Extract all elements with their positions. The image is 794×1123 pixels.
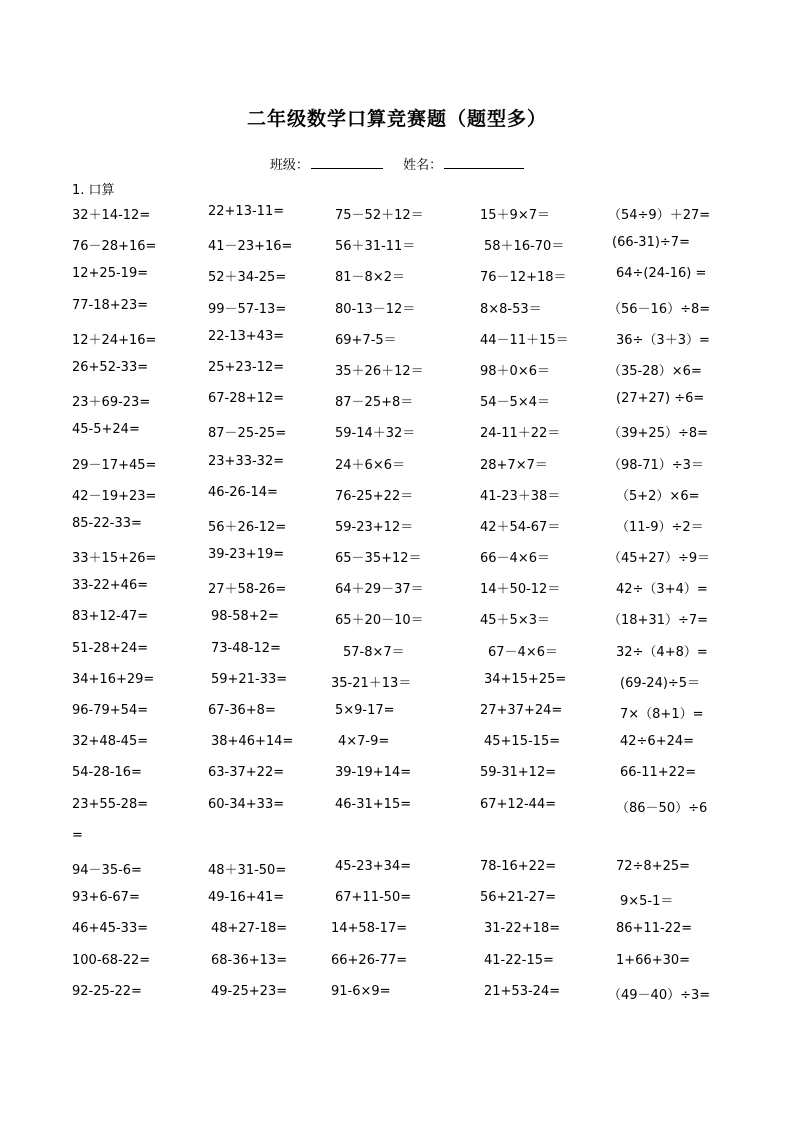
arithmetic-problem: 46-31+15= [335, 796, 412, 812]
arithmetic-problem: （86－50）÷6 [616, 800, 708, 816]
arithmetic-problem: 24＋6×6＝ [335, 457, 405, 473]
arithmetic-problem: 23+55-28= [72, 796, 149, 812]
arithmetic-problem: 45-5+24= [72, 422, 140, 438]
arithmetic-problem: 59-31+12= [480, 765, 557, 781]
arithmetic-problem: 72÷8+25= [616, 858, 691, 874]
arithmetic-problem: 77-18+23= [72, 297, 149, 313]
arithmetic-problem: 22+13-11= [208, 204, 285, 219]
arithmetic-problem: 68-36+13= [211, 952, 288, 968]
problem-row [72, 949, 732, 980]
section-label: 1. 口算 [72, 183, 115, 198]
arithmetic-problem: 93+6-67= [72, 890, 140, 906]
arithmetic-problem: （49－40）÷3= [608, 987, 711, 1003]
arithmetic-problem: 75－52＋12＝ [335, 208, 424, 223]
arithmetic-problem: 27＋58-26= [208, 582, 287, 598]
wrapped-equals: = [72, 827, 83, 843]
arithmetic-problem: 27+37+24= [480, 703, 563, 718]
arithmetic-problem: 42÷（3+4）= [616, 582, 708, 598]
arithmetic-problem: 54－5×4＝ [480, 395, 550, 411]
problem-row [72, 917, 732, 948]
arithmetic-problem: 31-22+18= [484, 921, 561, 937]
arithmetic-problem: 48+27-18= [211, 921, 288, 937]
arithmetic-problem: 15＋9×7＝ [480, 208, 550, 223]
arithmetic-problem: （56－16）÷8= [608, 301, 711, 317]
arithmetic-problem: 100-68-22= [72, 952, 151, 968]
arithmetic-problem: （39+25）÷8= [608, 426, 709, 442]
arithmetic-problem: 85-22-33= [72, 515, 142, 531]
arithmetic-problem: 56+21-27= [480, 890, 557, 906]
arithmetic-problem: 38+46+14= [211, 734, 294, 750]
arithmetic-problem: 87－25-25= [208, 426, 287, 442]
arithmetic-problem: 28+7×7＝ [480, 457, 548, 473]
arithmetic-problem: 67-28+12= [208, 391, 285, 407]
arithmetic-problem: 35-21＋13＝ [331, 675, 412, 691]
arithmetic-problem: 76－28+16= [72, 239, 157, 255]
problem-row [72, 543, 732, 574]
arithmetic-problem: 76－12+18＝ [480, 270, 567, 286]
arithmetic-problem: 58＋16-70＝ [484, 239, 565, 255]
arithmetic-problem: 49-16+41= [208, 890, 285, 906]
arithmetic-problem: 14+58-17= [331, 921, 408, 937]
arithmetic-problem: 59-14＋32＝ [335, 426, 416, 442]
arithmetic-problem: 4×7-9= [338, 734, 390, 750]
problem-row [72, 855, 732, 886]
problem-row [72, 605, 732, 636]
arithmetic-problem: 24-11＋22＝ [480, 426, 561, 442]
arithmetic-problem: 45-23+34= [335, 858, 412, 874]
arithmetic-problem: 42＋54-67＝ [480, 519, 561, 535]
arithmetic-problem: 76-25+22＝ [335, 488, 414, 504]
arithmetic-problem: 86+11-22= [616, 921, 693, 937]
arithmetic-problem: 52＋34-25= [208, 270, 287, 286]
arithmetic-problem: 44－11＋15＝ [480, 332, 569, 348]
arithmetic-problem: 33＋15+26= [72, 551, 157, 567]
arithmetic-problem: 12+25-19= [72, 266, 149, 282]
arithmetic-problem: 98-58+2= [211, 609, 279, 625]
arithmetic-problem: 5×9-17= [335, 703, 395, 718]
arithmetic-problem: 12＋24+16= [72, 332, 157, 348]
arithmetic-problem: 73-48-12= [211, 640, 281, 656]
arithmetic-problem: 48＋31-50= [208, 862, 287, 878]
arithmetic-problem: 98＋0×6＝ [480, 363, 550, 379]
arithmetic-problem: 46-26-14= [208, 484, 278, 500]
arithmetic-problem: 65－35+12＝ [335, 551, 422, 567]
arithmetic-problem: 99－57-13= [208, 301, 287, 317]
arithmetic-problem: 67+12-44= [480, 796, 557, 812]
arithmetic-problem: 34+16+29= [72, 671, 155, 687]
problem-row [72, 481, 732, 512]
arithmetic-problem: 67-36+8= [208, 703, 276, 718]
arithmetic-problem: 14＋50-12＝ [480, 582, 561, 598]
problem-row [72, 761, 732, 792]
arithmetic-problem: 33-22+46= [72, 578, 149, 594]
problem-row [72, 450, 732, 481]
arithmetic-problem: 83+12-47= [72, 609, 149, 625]
problem-row [72, 730, 732, 761]
arithmetic-problem: 56＋26-12= [208, 519, 287, 535]
arithmetic-problem: 21+53-24= [484, 983, 561, 999]
problem-grid [72, 200, 732, 1011]
arithmetic-problem: 63-37+22= [208, 765, 285, 781]
arithmetic-problem: 41－23+16= [208, 239, 293, 255]
problem-row [72, 387, 732, 418]
problem-row [72, 793, 732, 824]
problem-row [72, 231, 732, 262]
arithmetic-problem: 32÷（4+8）= [616, 644, 708, 660]
arithmetic-problem: 80-13－12＝ [335, 301, 416, 317]
arithmetic-problem: 34+15+25= [484, 671, 567, 687]
arithmetic-problem: 69+7-5＝ [335, 332, 397, 348]
arithmetic-problem: 54-28-16= [72, 765, 142, 781]
arithmetic-problem: 29－17+45= [72, 457, 157, 473]
arithmetic-problem: 59-23+12＝ [335, 519, 414, 535]
arithmetic-problem: 78-16+22= [480, 858, 557, 874]
arithmetic-problem: （11-9）÷2＝ [616, 519, 704, 535]
arithmetic-problem: 66-11+22= [620, 765, 697, 781]
arithmetic-problem: 94－35-6= [72, 862, 142, 878]
class-blank [311, 155, 383, 169]
arithmetic-problem: 46+45-33= [72, 921, 149, 937]
arithmetic-problem: 45＋5×3＝ [480, 613, 550, 629]
problem-row [72, 294, 732, 325]
arithmetic-problem: （5+2）×6= [616, 488, 700, 504]
problem-row [72, 637, 732, 668]
arithmetic-problem: 96-79+54= [72, 703, 149, 718]
arithmetic-problem: (27+27) ÷6= [616, 391, 705, 407]
arithmetic-problem: 23+33-32= [208, 453, 285, 469]
arithmetic-problem: 7×（8+1）= [620, 707, 704, 722]
arithmetic-problem: （18+31）÷7= [608, 613, 709, 629]
name-blank [444, 155, 524, 169]
arithmetic-problem: (69-24)÷5＝ [620, 675, 701, 691]
arithmetic-problem: 25+23-12= [208, 359, 285, 375]
arithmetic-problem: 51-28+24= [72, 640, 149, 656]
problem-row [72, 356, 732, 387]
class-label: 班级： [269, 158, 309, 173]
arithmetic-problem: 64＋29－37＝ [335, 582, 424, 598]
wrapped-line [72, 824, 732, 855]
arithmetic-problem: 66+26-77= [331, 952, 408, 968]
arithmetic-problem: 41-23＋38＝ [480, 488, 561, 504]
arithmetic-problem: （98-71）÷3＝ [608, 457, 704, 473]
arithmetic-problem: 66－4×6＝ [480, 551, 550, 567]
problem-row [72, 512, 732, 543]
arithmetic-problem: 35＋26＋12＝ [335, 363, 424, 379]
arithmetic-problem: 23＋69-23= [72, 395, 151, 411]
arithmetic-problem: 9×5-1＝ [620, 894, 674, 910]
arithmetic-problem: 87－25+8＝ [335, 395, 414, 411]
problem-row [72, 262, 732, 293]
arithmetic-problem: 65＋20－10＝ [335, 613, 424, 629]
arithmetic-problem: （45+27）÷9＝ [608, 551, 711, 567]
arithmetic-problem: 59+21-33= [211, 671, 288, 687]
problem-row [72, 200, 732, 231]
arithmetic-problem: 36÷（3＋3）= [616, 332, 710, 348]
name-label: 姓名： [403, 158, 443, 173]
arithmetic-problem: 39-19+14= [335, 765, 412, 781]
problem-row [72, 574, 732, 605]
arithmetic-problem: 1+66+30= [616, 952, 691, 968]
arithmetic-problem: 64÷(24-16) = [616, 266, 707, 282]
arithmetic-problem: 39-23+19= [208, 547, 285, 563]
problem-row [72, 699, 732, 730]
problem-row [72, 418, 732, 449]
arithmetic-problem: 67－4×6＝ [488, 644, 558, 660]
problem-row [72, 980, 732, 1011]
problem-row [72, 325, 732, 356]
arithmetic-problem: 67+11-50= [335, 890, 412, 906]
arithmetic-problem: 42÷6+24= [620, 734, 695, 750]
problem-row [72, 668, 732, 699]
arithmetic-problem: 91-6×9= [331, 983, 391, 999]
arithmetic-problem: 26+52-33= [72, 359, 149, 375]
arithmetic-problem: 45+15-15= [484, 734, 561, 750]
arithmetic-problem: 8×8-53＝ [480, 301, 542, 317]
arithmetic-problem: 57-8×7＝ [343, 644, 405, 660]
arithmetic-problem: 41-22-15= [484, 952, 554, 968]
arithmetic-problem: (66-31)÷7= [612, 235, 690, 251]
arithmetic-problem: 22-13+43= [208, 328, 285, 344]
arithmetic-problem: 60-34+33= [208, 796, 285, 812]
arithmetic-problem: （54÷9）＋27= [608, 208, 711, 223]
arithmetic-problem: 81－8×2＝ [335, 270, 405, 286]
arithmetic-problem: 56＋31-11＝ [335, 239, 416, 255]
arithmetic-problem: 49-25+23= [211, 983, 288, 999]
arithmetic-problem: 32+48-45= [72, 734, 149, 750]
page-title: 二年级数学口算竞赛题（题型多） [246, 108, 547, 130]
arithmetic-problem: （35-28）×6= [608, 363, 702, 379]
arithmetic-problem: 32＋14-12= [72, 208, 151, 223]
problem-row [72, 886, 732, 917]
arithmetic-problem: 42－19+23= [72, 488, 157, 504]
student-info-line [0, 154, 794, 173]
arithmetic-problem: 92-25-22= [72, 983, 142, 999]
